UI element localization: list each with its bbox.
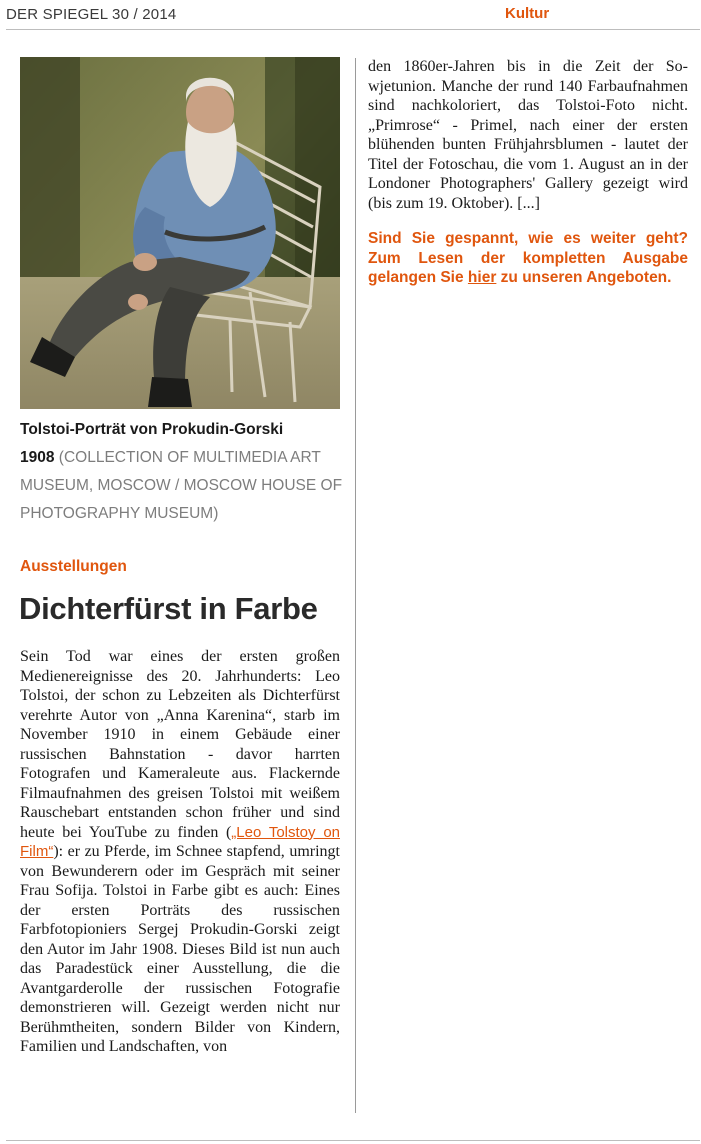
body-text-part2: ): er zu Pferde, im Schnee stapfend, umringt von Bewunderern oder im Gespräch mit seiner Frau Sofija. Tolstoi in Farbe gibt es auch: Eines der ersten Porträts des russischen Farbfotopioniers Sergej Prokudin-Gorski zeigt den Autor im Jahr 1908. Dieses Bild ist nun auch das Paradestück einer Ausstellung, die die Avantgarderolle der russischen Fotografie demonstrieren will. Gezeigt werden nicht nur Berühmtheiten, sondern Bilder von Kindern, Familien und Landschaften, von	[20, 843, 340, 1055]
film-link[interactable]: „Leo Tolstoy on Film“	[20, 823, 340, 860]
article-body-right: den 1860er-Jahren bis in die Zeit der Sowjetunion. Manche der rund 140 Farbaufnahmen sind nachkoloriert, das Tolstoi-Foto nicht. „Primrose“ - Primel, nach einer der ersten blühenden bunten Frühjahrsblumen - lautet der Titel der Fotoschau, die vom 1. August an in der Londoner Photographers' Gallery gezeigt wird (bis zum 19. Oktober). [...]	[368, 58, 688, 212]
cta-text-before: Sind Sie gespannt, wie es weiter geht? Zum Lesen der kompletten Ausgabe gelangen Sie	[368, 230, 688, 286]
caption-title: Tolstoi-Porträt von Prokudin-Gorski	[20, 421, 284, 438]
column-divider	[355, 58, 356, 1113]
cta-text-after: zu unseren Angeboten.	[496, 269, 672, 286]
footer-rule	[6, 1140, 700, 1141]
article-body-left	[20, 647, 340, 1057]
caption-credit: (COLLECTION OF MULTIMEDIA ART MUSEUM, MOSCOW / MOSCOW HOUSE OF PHOTOGRAPHY MUSEUM)	[20, 449, 343, 522]
cta-link-here[interactable]: hier	[467, 269, 497, 286]
caption-year: 1908	[20, 449, 55, 466]
photo-caption	[20, 416, 345, 528]
page-header	[0, 0, 701, 30]
body-text-part1: Sein Tod war eines der ersten großen Medienereignisse des 20. Jahrhunderts: Leo Tolstoi, der schon zu Lebzeiten als Dichterfürst verehrte Autor von „Anna Karenina“, starb im November 1910 in einem Gebäude einer russischen Bahnstation - davor harrten Fotografen und Kameraleute aus. Flackernde Filmaufnahmen des greisen Tolstoi mit weißem Rauschebart entstanden schon früher und sind heute bei YouTube zu finden (	[20, 648, 340, 841]
article-kicker: Ausstellungen	[20, 558, 127, 575]
article-headline: Dichterfürst in Farbe	[19, 591, 318, 626]
tolstoy-portrait-photo	[20, 57, 340, 409]
portrait-photo-icon	[20, 57, 340, 409]
section-label: Kultur	[505, 5, 550, 22]
read-more-cta	[368, 229, 688, 288]
issue-label: DER SPIEGEL 30 / 2014	[6, 6, 177, 23]
header-rule	[6, 29, 700, 30]
